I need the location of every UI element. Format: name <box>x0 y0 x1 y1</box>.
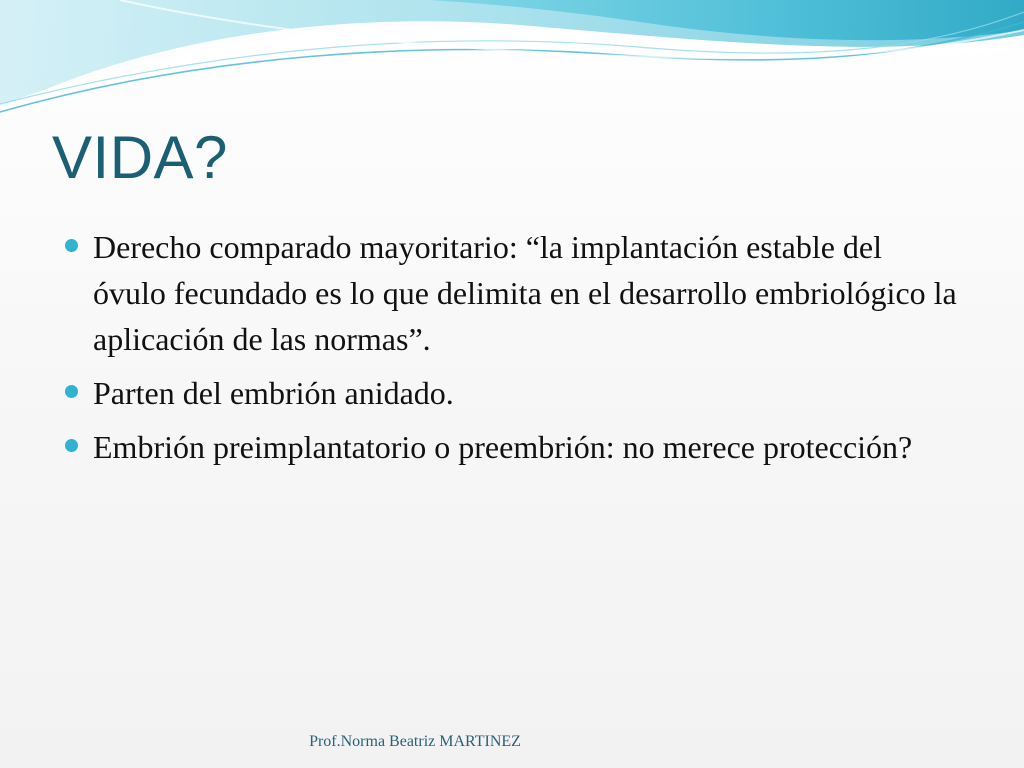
bullet-icon <box>65 385 78 398</box>
bullet-text: Embrión preimplantatorio o preembrión: no merece protección? <box>93 429 913 465</box>
slide-footer: Prof.Norma Beatriz MARTINEZ <box>309 733 521 750</box>
slide-title: VIDA? <box>52 124 228 191</box>
bullet-icon <box>65 239 78 252</box>
list-item <box>62 224 962 362</box>
wave-decoration-icon <box>0 0 1024 120</box>
list-item <box>62 424 962 470</box>
bullet-icon <box>65 439 78 452</box>
bullet-text: Derecho comparado mayoritario: “la implantación estable del óvulo fecundado es lo que delimita en el desarrollo embriológico la aplicación de las normas”. <box>93 229 957 357</box>
list-item <box>62 370 962 416</box>
bullet-text: Parten del embrión anidado. <box>93 375 454 411</box>
bullet-list <box>62 224 962 478</box>
